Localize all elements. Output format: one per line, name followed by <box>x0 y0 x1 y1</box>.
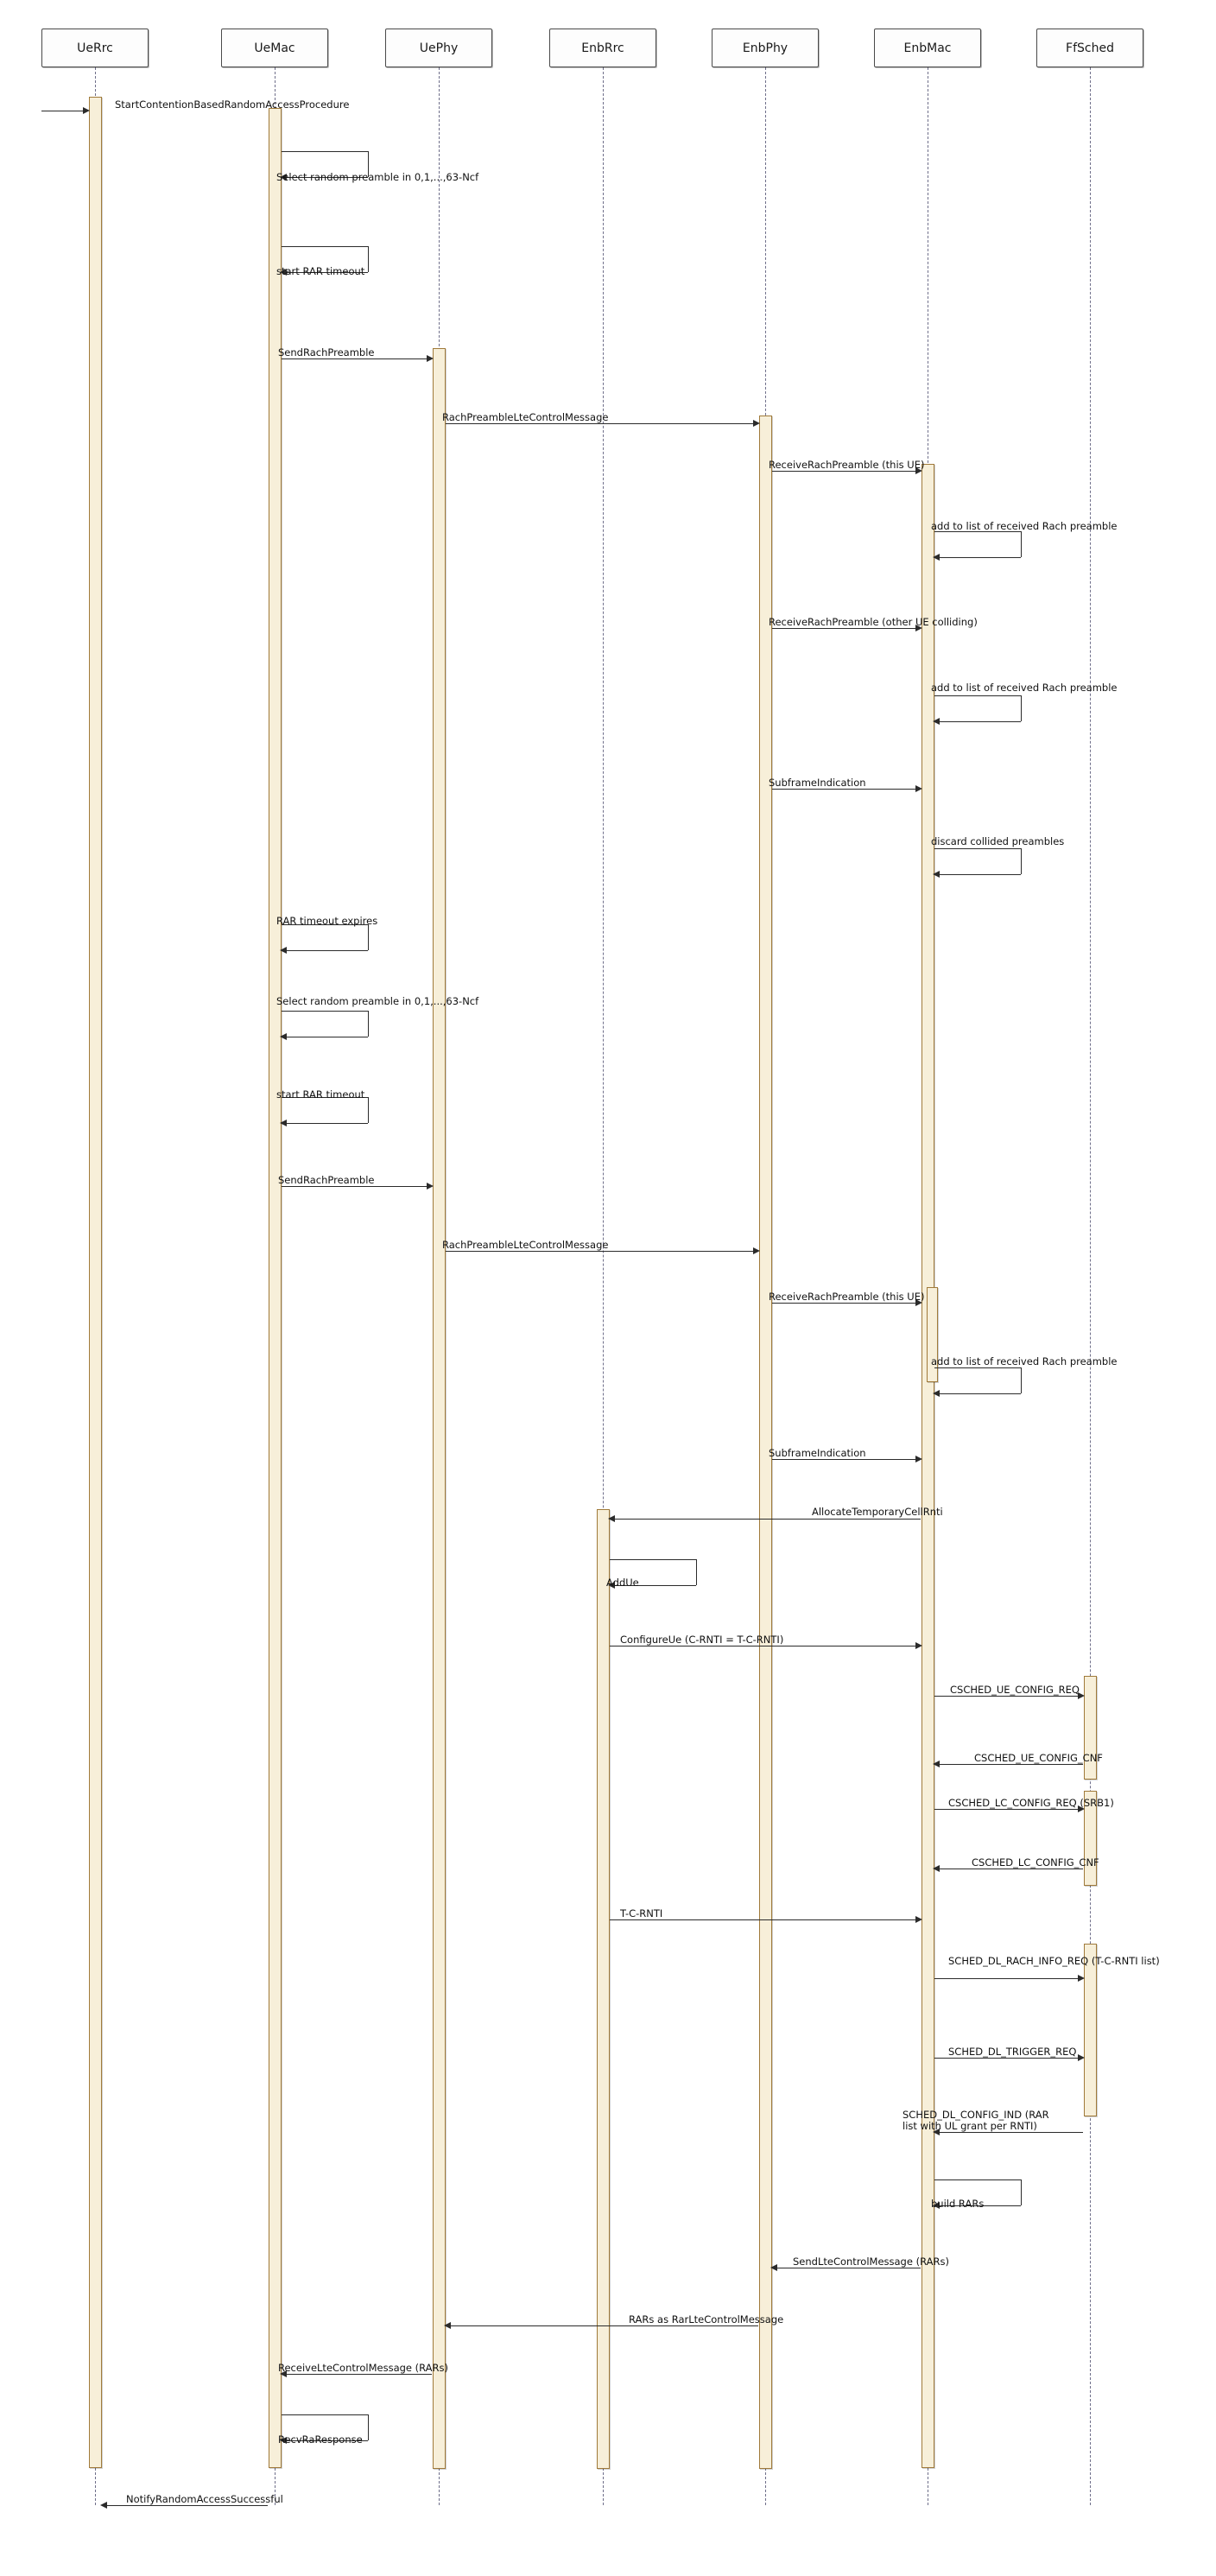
self-message-bottom <box>934 1393 1021 1394</box>
message-arrowhead <box>83 107 90 114</box>
message-line <box>934 1809 1083 1810</box>
message-line <box>772 1459 921 1460</box>
message-label: SendRachPreamble <box>278 346 375 358</box>
message-line <box>102 2505 268 2506</box>
self-message-top <box>934 2179 1021 2180</box>
message-arrowhead <box>770 2264 777 2271</box>
self-message-bottom <box>934 557 1021 558</box>
self-message-side <box>696 1559 697 1585</box>
message-label: CSCHED_UE_CONFIG_REQ <box>950 1684 1080 1696</box>
ff-sched-activation-1 <box>1084 1676 1097 1780</box>
self-message-side <box>1021 2179 1022 2205</box>
message-label: StartContentionBasedRandomAccessProcedure <box>115 98 350 111</box>
self-message-top <box>934 848 1021 849</box>
self-message-arrowhead <box>280 1033 287 1040</box>
self-message-arrowhead <box>933 871 940 878</box>
self-message-arrowhead <box>933 554 940 561</box>
message-line <box>446 423 758 424</box>
message-label: AddUe <box>606 1577 639 1589</box>
message-line <box>282 2374 432 2375</box>
self-message-arrowhead <box>280 947 287 954</box>
message-arrowhead <box>933 1865 940 1872</box>
message-line <box>446 1251 758 1252</box>
self-message-bottom <box>934 874 1021 875</box>
self-message-side <box>368 1011 369 1037</box>
message-label: RachPreambleLteControlMessage <box>442 1239 609 1251</box>
message-label: ReceiveRachPreamble (this UE) <box>769 1291 925 1303</box>
self-message-side <box>368 246 369 272</box>
message-line <box>282 358 432 359</box>
message-label: ReceiveRachPreamble (other UE colliding) <box>769 616 978 628</box>
message-label: SCHED_DL_CONFIG_IND (RAR list with UL grant per RNTI) <box>902 2109 1049 2132</box>
message-label: ReceiveRachPreamble (this UE) <box>769 459 925 471</box>
self-message-side <box>1021 695 1022 721</box>
message-label: CSCHED_LC_CONFIG_CNF <box>972 1856 1099 1869</box>
enb-mac-activation-1 <box>922 464 934 2468</box>
ff-sched-activation-3 <box>1084 1944 1097 2116</box>
message-arrowhead <box>933 1761 940 1767</box>
self-message-bottom <box>282 1123 368 1124</box>
lifeline-ffsched <box>1090 67 1091 2505</box>
message-label: RARs as RarLteControlMessage <box>629 2313 784 2325</box>
message-label: SubframeIndication <box>769 1447 866 1459</box>
self-message-side <box>368 2414 369 2440</box>
self-message-side <box>1021 848 1022 874</box>
message-label: RAR timeout expires <box>276 915 378 927</box>
message-line <box>610 1519 921 1520</box>
self-message-top <box>282 151 368 152</box>
message-line <box>772 1303 921 1304</box>
lifeline-head-enbphy[interactable]: EnbPhy <box>712 29 819 67</box>
message-line <box>934 2058 1083 2059</box>
message-label: Select random preamble in 0,1,...,63-Ncf <box>276 171 479 183</box>
message-line <box>934 1978 1083 1979</box>
lifeline-head-uephy[interactable]: UePhy <box>385 29 492 67</box>
message-line <box>772 471 921 472</box>
ue-rrc-activation <box>89 97 102 2468</box>
message-label: add to list of received Rach preamble <box>931 1355 1118 1367</box>
self-message-side <box>1021 1367 1022 1393</box>
message-label: T-C-RNTI <box>620 1907 663 1919</box>
message-arrowhead <box>100 2502 107 2509</box>
message-label: SubframeIndication <box>769 777 866 789</box>
message-line <box>772 789 921 790</box>
message-arrowhead <box>753 1247 760 1254</box>
message-line <box>610 1919 921 1920</box>
message-arrowhead <box>427 1183 434 1190</box>
self-message-bottom <box>282 950 368 951</box>
message-label: CSCHED_LC_CONFIG_REQ (SRB1) <box>948 1797 1114 1809</box>
message-line <box>772 628 921 629</box>
message-arrowhead <box>753 420 760 427</box>
self-message-bottom <box>934 721 1021 722</box>
self-message-side <box>1021 531 1022 557</box>
message-label: CSCHED_UE_CONFIG_CNF <box>974 1752 1103 1764</box>
self-message-arrowhead <box>280 1120 287 1126</box>
message-arrowhead <box>915 1456 922 1462</box>
message-label: add to list of received Rach preamble <box>931 682 1118 694</box>
message-label: AllocateTemporaryCellRnti <box>812 1506 943 1518</box>
message-arrowhead <box>915 1916 922 1923</box>
enb-phy-activation-1 <box>759 416 772 2469</box>
message-line <box>934 2132 1083 2133</box>
message-line <box>282 1186 432 1187</box>
message-line <box>934 1764 1083 1765</box>
lifeline-head-uemac[interactable]: UeMac <box>221 29 328 67</box>
message-line <box>446 2325 758 2326</box>
message-arrowhead <box>915 785 922 792</box>
self-message-arrowhead <box>933 1390 940 1397</box>
ue-mac-activation <box>269 108 282 2468</box>
message-line <box>934 1696 1083 1697</box>
message-label: NotifyRandomAccessSuccessful <box>126 2493 283 2505</box>
message-arrowhead <box>1078 2054 1085 2061</box>
message-label: SendRachPreamble <box>278 1174 375 1186</box>
lifeline-head-enbmac[interactable]: EnbMac <box>874 29 981 67</box>
self-message-top <box>282 1011 368 1012</box>
ue-phy-activation <box>433 348 446 2469</box>
message-label: start RAR timeout <box>276 1088 365 1101</box>
lifeline-head-enbrrc[interactable]: EnbRrc <box>549 29 656 67</box>
self-message-top <box>934 695 1021 696</box>
message-label: ConfigureUe (C-RNTI = T-C-RNTI) <box>620 1634 784 1646</box>
message-label: RecvRaResponse <box>278 2433 363 2446</box>
message-label: build RARs <box>931 2198 985 2210</box>
self-message-arrowhead <box>933 718 940 725</box>
message-label: RachPreambleLteControlMessage <box>442 411 609 423</box>
lifeline-head-ffsched[interactable]: FfSched <box>1036 29 1143 67</box>
message-arrowhead <box>1078 1975 1085 1982</box>
self-message-top <box>282 246 368 247</box>
self-message-side <box>368 924 369 950</box>
self-message-top <box>934 1367 1021 1368</box>
message-arrowhead <box>427 355 434 362</box>
message-label: Select random preamble in 0,1,...,63-Ncf <box>276 995 479 1007</box>
message-arrowhead <box>444 2322 451 2329</box>
message-arrowhead <box>608 1515 615 1522</box>
message-label: SCHED_DL_RACH_INFO_REQ (T-C-RNTI list) <box>948 1955 1160 1967</box>
self-message-side <box>368 1097 369 1123</box>
message-label: start RAR timeout <box>276 265 365 277</box>
message-label: add to list of received Rach preamble <box>931 520 1118 532</box>
self-message-top <box>610 1559 696 1560</box>
message-label: discard collided preambles <box>931 835 1065 847</box>
message-arrowhead <box>915 1642 922 1649</box>
lifeline-head-uerrc[interactable]: UeRrc <box>41 29 149 67</box>
self-message-top <box>282 2414 368 2415</box>
message-label: SCHED_DL_TRIGGER_REQ <box>948 2046 1077 2058</box>
message-label: ReceiveLteControlMessage (RARs) <box>278 2362 448 2374</box>
message-label: SendLteControlMessage (RARs) <box>793 2256 949 2268</box>
